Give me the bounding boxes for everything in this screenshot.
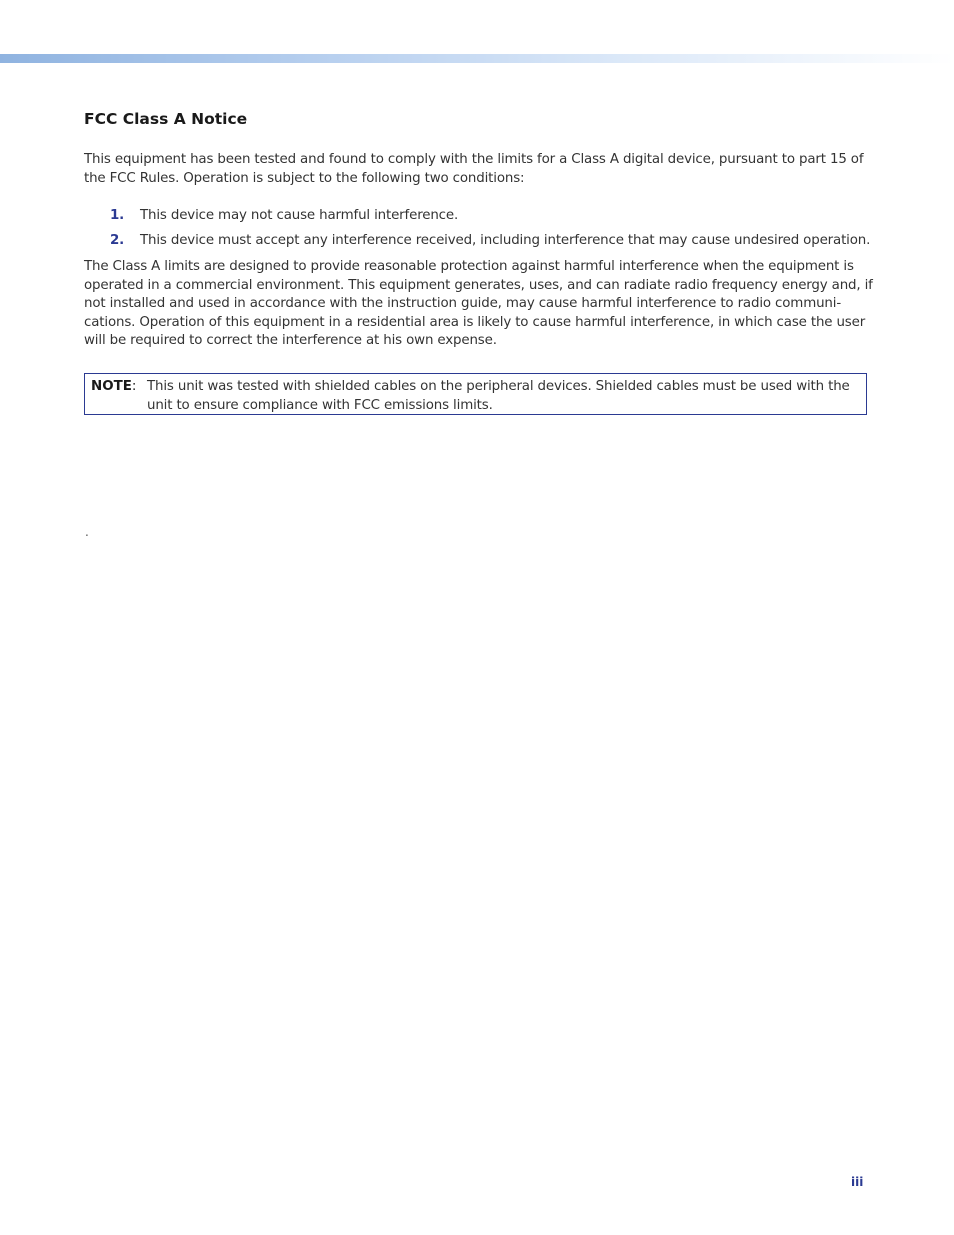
condition-text: This device may not cause harmful interference. [140, 208, 459, 223]
note-box [84, 373, 867, 415]
condition-item [110, 232, 880, 250]
header-gradient-band [0, 54, 954, 63]
page-number: iii [851, 1175, 864, 1189]
note-label [91, 378, 136, 397]
note-text: This unit was tested with shielded cables on the peripheral devices. Shielded cables must be used with the unit to ensure compliance with FCC emissions limits. [147, 379, 850, 413]
condition-number: 2. [110, 233, 125, 248]
intro-paragraph: This equipment has been tested and found to comply with the limits for a Class A digital device, pursuant to part 15 of the FCC Rules. Operation is subject to the following two conditions: [84, 152, 864, 186]
note-separator: : [131, 379, 137, 394]
section-heading: FCC Class A Notice [84, 110, 248, 128]
note-label-text: NOTE [91, 379, 132, 394]
condition-number: 1. [110, 208, 125, 223]
condition-item [110, 207, 880, 225]
stray-mark: . [85, 525, 89, 539]
condition-text: This device must accept any interference received, including interference that may cause undesired operation. [140, 233, 871, 248]
body-paragraph: The Class A limits are designed to provide reasonable protection against harmful interference when the equipment is operated in a commercial environment. This equipment generates, uses, and can radiate radio frequency energy and, if not installed and used in accordance with the instruction guide, may cause harmful interference to radio communi-cations. Operation of this equipment in a residential area is likely to cause harmful interference, in which case the user will be required to correct the interference at his own expense. [84, 259, 873, 349]
